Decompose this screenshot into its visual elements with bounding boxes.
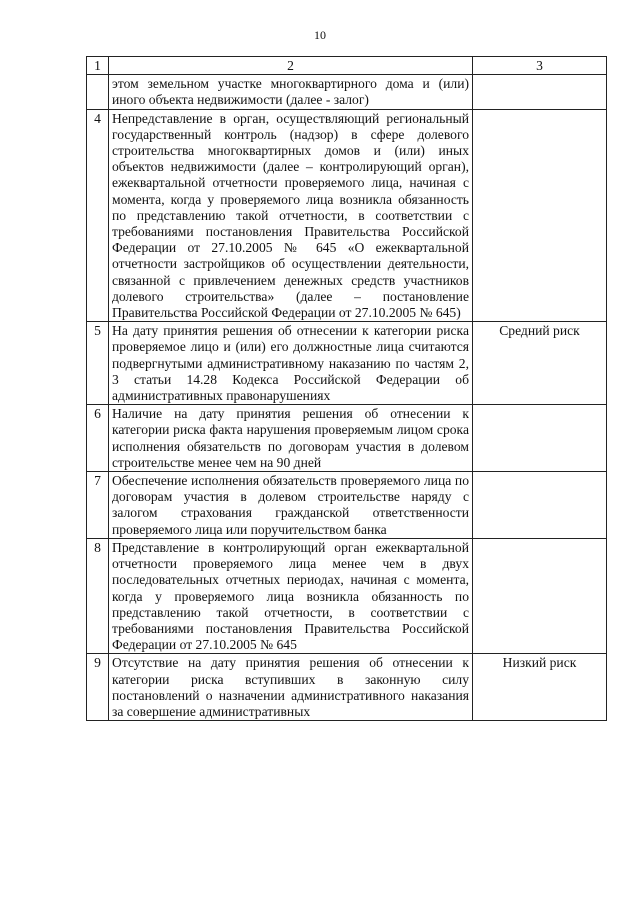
row-number: 7 — [87, 472, 109, 539]
row-number: 4 — [87, 109, 109, 322]
table-row — [87, 472, 607, 539]
page-number: 10 — [314, 28, 326, 42]
table-header-row — [87, 57, 607, 75]
criterion-text: Наличие на дату принятия решения об отнесении к категории риска факта нарушения проверяемым лицом срока исполнения обязательств по договорам участия в долевом строительстве менее чем на 90 дней — [109, 405, 473, 472]
criterion-text: Представление в контролирующий орган ежеквартальной отчетности проверяемого лица менее чем в двух последовательных отчетных периодах, начиная с момента, когда у проверяемого лица возникла обязанность по представлению такой отчетности, в соответствии с требованиями постановления Правительства Российской Федерации от 27.10.2005 № 645 — [109, 538, 473, 653]
row-number — [87, 75, 109, 109]
risk-category-medium: Средний риск — [473, 322, 607, 405]
header-cell-1: 1 — [87, 57, 109, 75]
row-number: 8 — [87, 538, 109, 653]
table-row — [87, 322, 607, 405]
risk-category-cell — [473, 405, 607, 472]
table-row — [87, 109, 607, 322]
table-row — [87, 654, 607, 721]
criterion-text: Обеспечение исполнения обязательств проверяемого лица по договорам участия в долевом строительстве наряду с залогом страхования гражданской ответственности проверяемого лица или поручительством банка — [109, 472, 473, 539]
row-number: 9 — [87, 654, 109, 721]
criterion-text: Непредставление в орган, осуществляющий региональный государственный контроль (надзор) в сфере долевого строительства многоквартирных домов и (или) иных объектов недвижимости (далее – контролирующий орган), ежеквартальной отчетности проверяемого лица, начиная с момента, когда у проверяемого лица возникла обязанность по представлению такой отчетности, в соответствии с требованиями постановления Правительства Российской Федерации от 27.10.2005 № 645 «О ежеквартальной отчетности застройщиков об осуществлении деятельности, связанной с привлечением денежных средств участников долевого строительства» (далее – постановление Правительства Российской Федерации от 27.10.2005 № 645) — [109, 109, 473, 322]
table-row — [87, 75, 607, 109]
table-row — [87, 405, 607, 472]
risk-category-cell — [473, 538, 607, 653]
risk-category-cell — [473, 75, 607, 109]
criterion-text: Отсутствие на дату принятия решения об отнесении к категории риска вступивших в законную силу постановлений о назначении административного наказания за совершение административных — [109, 654, 473, 721]
header-cell-3: 3 — [473, 57, 607, 75]
risk-category-cell — [473, 472, 607, 539]
header-cell-2: 2 — [109, 57, 473, 75]
row-number: 6 — [87, 405, 109, 472]
row-number: 5 — [87, 322, 109, 405]
risk-category-cell — [473, 109, 607, 322]
criterion-text: этом земельном участке многоквартирного дома и (или) иного объекта недвижимости (далее - залог) — [109, 75, 473, 109]
criterion-text: На дату принятия решения об отнесении к категории риска проверяемое лицо и (или) его должностные лица считаются подвергнутыми административному наказанию по частям 2, 3 статьи 14.28 Кодекса Российской Федерации об административных правонарушениях — [109, 322, 473, 405]
risk-category-low: Низкий риск — [473, 654, 607, 721]
risk-category-table — [86, 56, 607, 721]
table-row — [87, 538, 607, 653]
